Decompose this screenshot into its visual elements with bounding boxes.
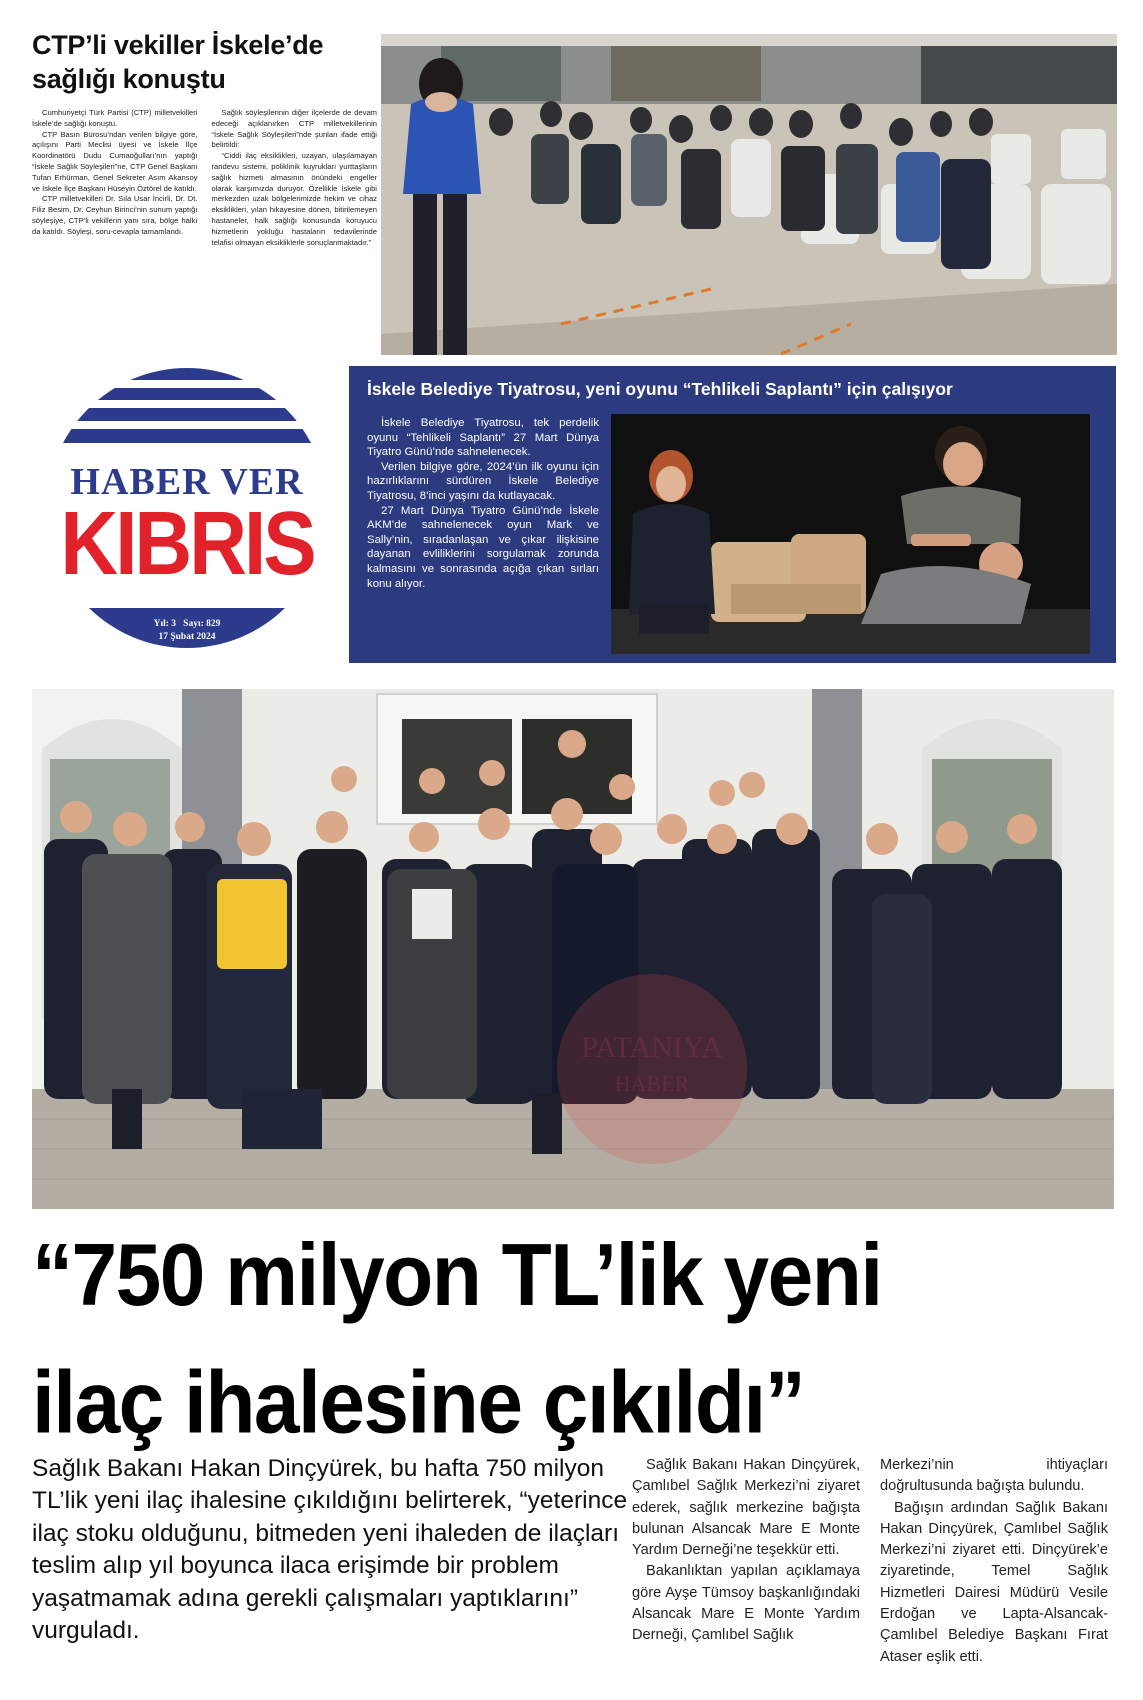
body-column-2 bbox=[880, 1455, 1108, 1668]
haber-ver-kibris-logo bbox=[44, 362, 330, 662]
body-column-1 bbox=[632, 1455, 860, 1647]
top-story-column-1 bbox=[32, 108, 198, 248]
theatre-photo bbox=[611, 414, 1090, 654]
watermark-line1: PATANIYA bbox=[581, 1031, 723, 1064]
paragraph: Bakanlıktan yapılan açıklamaya göre Ayşe Tümsoy başkanlığındaki Alsancak Mare E Monte Yardım Derneği, Çamlıbel Sağlık bbox=[632, 1563, 860, 1644]
paragraph: Cumhuriyetçi Türk Partisi (CTP) milletvekilleri İskele’de sağlığı konuştu. bbox=[32, 108, 198, 128]
logo-stripe bbox=[47, 388, 327, 400]
top-story-headline: CTP’li vekiller İskele’de sağlığı konuştu bbox=[32, 30, 324, 94]
issue-date: 17 Şubat 2024 bbox=[158, 632, 216, 642]
paragraph: CTP Basın Bürosu’ndan verilen bilgiye göre, açılışını Parti Meclisi üyesi ve İskele İlçe Koordinatörü Dudu Cumaoğulları’nın yaptığı “İskele Sağlık Söyleşileri”ne, CTP Genel Başkanı Tufan Erhürman, Genel Sekreter Asım Akansoy ve İskele İlçe Başkanı Hüseyin Öztörel de katıldı. bbox=[32, 129, 198, 193]
issue-info bbox=[44, 618, 330, 644]
logo-title-haber-ver: HABER VER bbox=[70, 461, 304, 503]
logo-stripe bbox=[47, 368, 327, 380]
theatre-photo-illustration bbox=[611, 414, 1090, 654]
paragraph: Sağlık Bakanı Hakan Dinçyürek, Çamlıbel Sağlık Merkezi’ni ziyaret ederek, sağlık merkezine bağışta bulunan Alsancak Mare E Monte Yardım Derneği’ne teşekkür etti. bbox=[632, 1457, 860, 1559]
theatre-body bbox=[367, 416, 599, 591]
group-photo-illustration bbox=[32, 689, 1114, 1209]
logo-stripe bbox=[47, 429, 327, 443]
volume-label: Yıl: 3 bbox=[153, 619, 177, 629]
paragraph: CTP milletvekilleri Dr. Sıla Usar İncirli, Dr. Dt. Filiz Besim, Dr. Ceyhun Birinci’nin sunum yaptığı söyleşiye, CTP’li vekillerin yanı sıra, bölge halkı da katıldı. Söyleşi, soru-cevapla tamamlandı. bbox=[32, 194, 198, 236]
issue-number: Sayı: 829 bbox=[183, 619, 221, 629]
logo-title-kibris: KIBRIS bbox=[60, 493, 314, 594]
paragraph: Merkezi’nin ihtiyaçları doğrultusunda bağışta bulundu. bbox=[880, 1457, 1108, 1495]
top-story bbox=[32, 28, 377, 96]
theatre-headline: İskele Belediye Tiyatrosu, yeni oyunu “Tehlikeli Saplantı” için çalışıyor bbox=[367, 379, 953, 399]
watermark-line2: HABER bbox=[614, 1071, 690, 1096]
meeting-photo bbox=[381, 34, 1117, 355]
group-photo bbox=[32, 689, 1114, 1209]
theatre-story bbox=[349, 366, 1116, 663]
paragraph: İskele Belediye Tiyatrosu, tek perdelik oyunu “Tehlikeli Saplantı” 27 Mart Dünya Tiyatro Günü’nde sahnelenecek. bbox=[367, 417, 599, 459]
main-headline-line-1: “750 milyon TL’lik yeni bbox=[32, 1226, 882, 1325]
paragraph: Verilen bilgiye göre, 2024’ün ilk oyunu için hazırlıklarını sürdüren İskele Belediye Tiyatrosu, 8’inci yaşını da kutlayacak. bbox=[367, 460, 599, 502]
paragraph: Bağışın ardından Sağlık Bakanı Hakan Dinçyürek, Çamlıbel Sağlık Merkezi’ni ziyaret etti. Dinçyürek’e ziyaretinde, Temel Sağlık Hizmetleri Dairesi Müdürü Vesile Erdoğan ve Lapta-Alsancak-Çamlıbel Belediye Başkanı Fırat Ataser eşlik etti. bbox=[880, 1499, 1108, 1665]
logo-stripe bbox=[47, 408, 327, 421]
meeting-photo-illustration bbox=[381, 34, 1117, 355]
main-headline-line-2: ilaç ihalesine çıkıldı” bbox=[32, 1353, 805, 1452]
top-story-body bbox=[32, 108, 377, 248]
paragraph: 27 Mart Dünya Tiyatro Günü’nde İskele AKM’de sahnelenecek oyun Mark ve Sally’nin, sıradanlaşan ve çıkar ilişkisine dayanan evliliklerini sorgulamak zorunda kalmasını ve sonrasında açığa çıkan sırları konu alıyor. bbox=[367, 504, 599, 590]
paragraph: “Ciddi ilaç eksiklikleri, uzayan, ulaşılamayan randevu sistemi, poliklinik kuyrukları yurttaşların sağlık hizmeti almasının önündeki engeller olarak karşımızda duruyor. Özellikle İskele gibi merkezden uzak bölgelerimizde hekim ve cihaz eksiklikleri, yılan hikayesine dönen, bitirilemeyen hastaneler, halk sağlığı konusunda koruyucu hizmetlerin yokluğu hastaların tedavilerinde telafisi olmayan eksikliklerle sonuçlanmaktadır.” bbox=[211, 151, 377, 247]
paragraph: Sağlık söyleşilerinin diğer ilçelerde de devam edeceği açıklanırken CTP milletvekillerinin “İskele Sağlık Söyleşileri”nde şunları ifade ettiği belirtildi: bbox=[211, 108, 377, 150]
top-story-column-2 bbox=[212, 108, 378, 248]
main-headline bbox=[32, 1212, 1122, 1467]
lead-paragraph: Sağlık Bakanı Hakan Dinçyürek, bu hafta 750 milyon TL’lik yeni ilaç ihalesine çıkıldığını belirterek, “yeterince ilaç stoku olduğunu, bitmeden yeni ihaleden de ilaçları teslim alıp yıl boyunca ilaca erişimde bir problem yaşatmamak adına gerekli çalışmaları yaptıklarını” vurguladı. bbox=[32, 1455, 628, 1645]
